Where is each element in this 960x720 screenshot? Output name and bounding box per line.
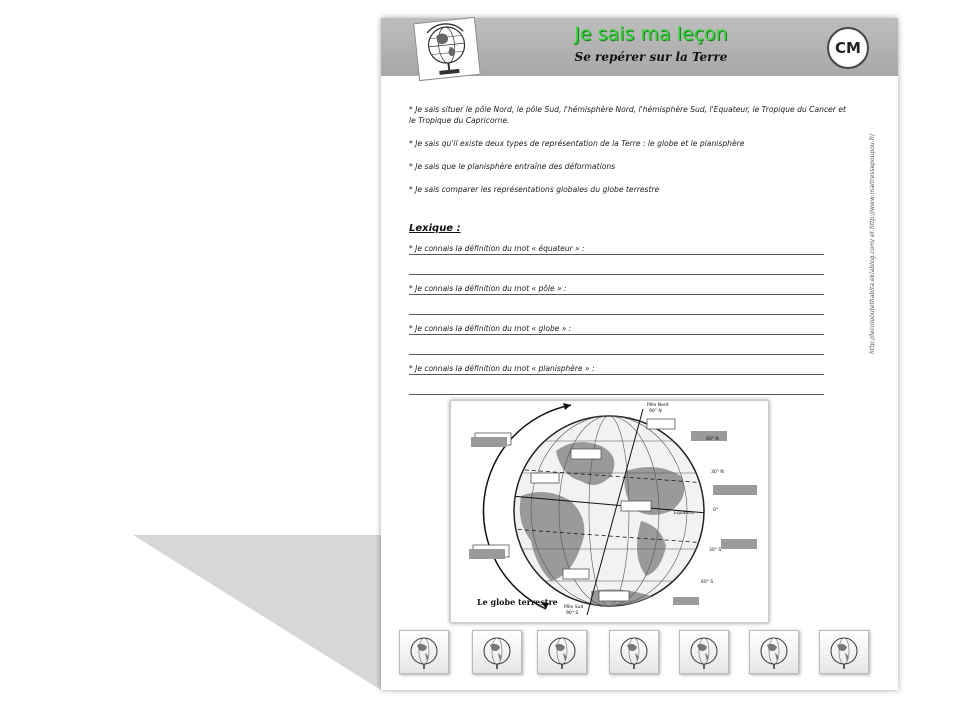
globe-icon bbox=[819, 630, 869, 674]
globe-icon bbox=[609, 630, 659, 674]
lexique-prompt: * Je connais la définition du mot « pôle » : bbox=[409, 284, 570, 293]
side-url: http://lecoleoutethabita.eklablog.com/ et http://www.maitressepoupou.fr/ bbox=[869, 133, 876, 354]
lexique-heading: Lexique : bbox=[409, 223, 461, 234]
page-title: Je sais ma leçon bbox=[574, 23, 728, 45]
pole-nord-label: Pôle Nord bbox=[647, 403, 669, 408]
answer-line bbox=[409, 274, 824, 275]
answer-line bbox=[409, 394, 824, 395]
skill-item: * Je sais situer le pôle Nord, le pôle Sud, l'hémisphère Nord, l'hémisphère Sud, l'Equateur, le Tropique du Cancer et le Tropique du Capricorne. bbox=[409, 105, 846, 125]
lat-label: 30° S bbox=[709, 548, 722, 553]
lexique-prompt: * Je connais la définition du mot « équateur » : bbox=[409, 244, 588, 253]
globe-illustration bbox=[451, 401, 768, 622]
lexique-item bbox=[409, 324, 824, 364]
answer-line bbox=[409, 254, 824, 255]
lexique-item bbox=[409, 244, 824, 284]
lat-label: 60° N bbox=[706, 437, 719, 442]
pole-nord-lat: 90° N bbox=[649, 409, 662, 414]
globe-diagram bbox=[450, 400, 769, 623]
skill-item: * Je sais que le planisphère entraîne des déformations bbox=[409, 162, 616, 171]
lat-label: 0° bbox=[713, 508, 719, 513]
globe-icon bbox=[679, 630, 729, 674]
globe-icon bbox=[399, 630, 449, 674]
equateur-label: Equateur bbox=[674, 511, 695, 516]
answer-line bbox=[409, 334, 824, 335]
cm-badge: CM bbox=[827, 27, 869, 69]
globe-logo bbox=[413, 17, 481, 81]
globe-icon bbox=[414, 18, 480, 80]
answer-line bbox=[409, 294, 824, 295]
globe-icon bbox=[749, 630, 799, 674]
lat-label: 30° N bbox=[711, 470, 724, 475]
globe-caption: Le globe terrestre bbox=[477, 597, 558, 607]
globe-icon bbox=[472, 630, 522, 674]
answer-line bbox=[409, 374, 824, 375]
header-band bbox=[381, 18, 898, 76]
lexique-prompt: * Je connais la définition du mot « globe » : bbox=[409, 324, 574, 333]
skill-item: * Je sais comparer les représentations globales du globe terrestre bbox=[409, 185, 660, 194]
answer-line bbox=[409, 354, 824, 355]
pole-sud-lat: 90° S bbox=[566, 611, 579, 616]
lesson-sheet bbox=[381, 18, 898, 690]
page-subtitle: Se repérer sur la Terre bbox=[574, 50, 728, 64]
skill-item: * Je sais qu'il existe deux types de représentation de la Terre : le globe et le planisphère bbox=[409, 139, 745, 148]
answer-line bbox=[409, 314, 824, 315]
lexique-prompt: * Je connais la définition du mot « planisphère » : bbox=[409, 364, 597, 373]
lexique-item bbox=[409, 284, 824, 324]
skills-list bbox=[409, 104, 854, 207]
thumbnail-strip bbox=[399, 630, 879, 676]
lexique-item bbox=[409, 364, 824, 404]
lat-label: 60° S bbox=[701, 580, 714, 585]
pole-sud-label: Pôle Sud bbox=[564, 605, 584, 610]
globe-icon bbox=[537, 630, 587, 674]
